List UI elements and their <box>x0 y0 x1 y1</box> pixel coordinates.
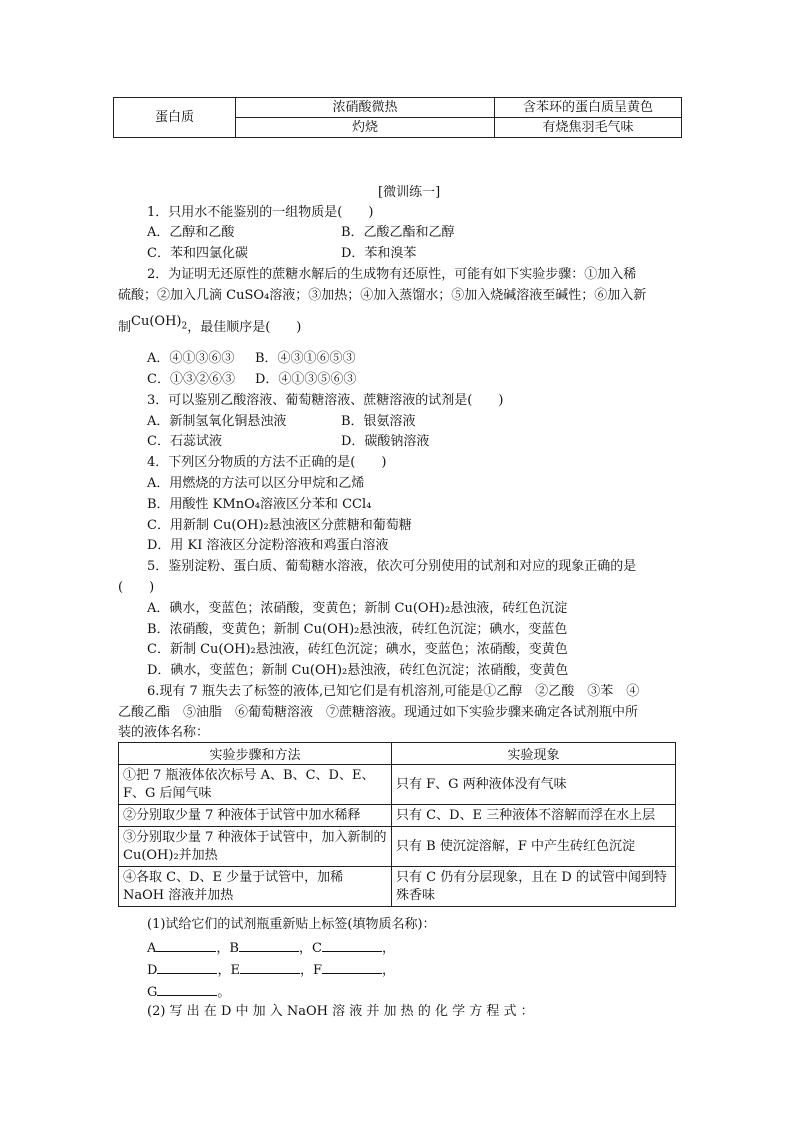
blank-f[interactable] <box>322 960 382 974</box>
table-cell-result: 只有 C、D、E 三种液体不溶解而浮在水上层 <box>392 805 676 827</box>
blank-c[interactable] <box>322 938 382 952</box>
answer-line-3: G 。 <box>147 982 230 1002</box>
q2-line3: 制$Cu(OH)_2$，最佳顺序是( ) <box>118 314 302 335</box>
blank-g[interactable] <box>157 982 217 996</box>
q5-option-c: C．新制 Cu(OH)₂悬浊液，砖红色沉淀；碘水，变蓝色；浓硝酸，变黄色 <box>147 642 568 657</box>
q2-line2: 硫酸；②加入几滴 CuSO₄溶液；③加热；④加入蒸馏水；⑤加入烧碱溶液至碱性；⑥加入新 <box>118 288 647 303</box>
q3-option-c: C．石蕊试液 <box>147 434 222 449</box>
q2-line1: 2．为证明无还原性的蔗糖水解后的生成物有还原性，可能有如下实验步骤：①加入稀 <box>147 267 637 282</box>
blank-e[interactable] <box>240 960 300 974</box>
q1-option-d: D．苯和溴苯 <box>341 246 417 261</box>
q4-option-b: B．用酸性 KMnO₄溶液区分苯和 CCl₄ <box>147 497 372 512</box>
q3-option-b: B．银氨溶液 <box>341 414 416 429</box>
q1-stem: 1．只用水不能鉴别的一组物质是( ) <box>147 205 374 220</box>
q4-option-d: D．用 KI 溶液区分淀粉溶液和鸡蛋白溶液 <box>147 538 389 553</box>
protein-test-table <box>113 97 682 138</box>
table-cell: 灼烧 <box>236 118 495 138</box>
q1-option-c: C．苯和四氯化碳 <box>147 246 248 261</box>
q4-option-c: C．用新制 Cu(OH)₂悬浊液区分蔗糖和葡萄糖 <box>147 518 412 533</box>
q5-line1: 5．鉴别淀粉、蛋白质、葡萄糖水溶液，依次可分别使用的试剂和对应的现象正确的是 <box>147 559 637 574</box>
q6-sub2: (2) 写 出 在 D 中 加 入 NaOH 溶 液 并 加 热 的 化 学 方 程 式 ： <box>147 1004 534 1019</box>
blank-b[interactable] <box>239 938 299 952</box>
q6-line1: 6.现有 7 瓶失去了标签的液体,已知它们是有机溶剂,可能是①乙醇 ②乙酸 ③苯 ④ <box>147 684 640 699</box>
q2-option-b: B．④③①⑥⑤③ <box>255 351 356 366</box>
table-cell-step: ④各取 C、D、E 少量于试管中，加稀 NaOH 溶液并加热 <box>119 867 392 907</box>
table-cell: 浓硝酸微热 <box>236 98 495 118</box>
q6-sub1: (1)试给它们的试剂瓶重新贴上标签(填物质名称)： <box>147 917 436 932</box>
q3-option-a: A．新制氢氧化铜悬浊液 <box>147 414 287 429</box>
q6-line2: 乙酸乙酯 ⑤油脂 ⑥葡萄糖溶液 ⑦蔗糖溶液。现通过如下实验步骤来确定各试剂瓶中所 <box>118 705 639 720</box>
table-row-header: 蛋白质 <box>114 98 236 138</box>
q5-option-a: A．碘水，变蓝色；浓硝酸，变黄色；新制 Cu(OH)₂悬浊液，砖红色沉淀 <box>147 601 568 616</box>
table-cell: 含苯环的蛋白质呈黄色 <box>495 98 682 118</box>
blank-d[interactable] <box>157 960 217 974</box>
table-cell-result: 只有 B 使沉淀溶解，F 中产生砖红色沉淀 <box>392 827 676 867</box>
table-cell-result: 只有 C 仍有分层现象，且在 D 的试管中闻到特殊香味 <box>392 867 676 907</box>
blank-a[interactable] <box>156 938 216 952</box>
answer-line-2: D ，E ，F ， <box>147 960 395 980</box>
q2-option-d: D．④①③⑤⑥③ <box>255 372 357 387</box>
q3-stem: 3．可以鉴别乙酸溶液、葡萄糖溶液、蔗糖溶液的试剂是( ) <box>147 393 504 408</box>
q5-line2: ( ) <box>118 580 155 595</box>
table-header: 实验步骤和方法 <box>119 743 392 765</box>
q6-line3: 装的液体名称： <box>118 725 210 740</box>
q1-option-a: A．乙醇和乙酸 <box>147 225 235 240</box>
q5-option-d: D．碘水，变蓝色；新制 Cu(OH)₂悬浊液，砖红色沉淀；浓硝酸，变黄色 <box>147 663 569 678</box>
q4-stem: 4．下列区分物质的方法不正确的是( ) <box>147 455 387 470</box>
table-cell: 有烧焦羽毛气味 <box>495 118 682 138</box>
table-cell-step: ①把 7 瓶液体依次标号 A、B、C、D、E、F、G 后闻气味 <box>119 765 392 805</box>
table-cell-step: ②分别取少量 7 种液体于试管中加水稀释 <box>119 805 392 827</box>
table-cell-result: 只有 F、G 两种液体没有气味 <box>392 765 676 805</box>
q2-option-c: C．①③②⑥③ <box>147 372 235 387</box>
experiment-table <box>118 742 676 907</box>
q3-option-d: D．碳酸钠溶液 <box>341 434 430 449</box>
q1-option-b: B．乙酸乙酯和乙醇 <box>341 225 455 240</box>
section-title: [微训练一] <box>378 185 441 200</box>
q2-option-a: A．④①③⑥③ <box>147 351 235 366</box>
q4-option-a: A．用燃烧的方法可以区分甲烷和乙烯 <box>147 476 365 491</box>
q5-option-b: B．浓硝酸，变黄色；新制 Cu(OH)₂悬浊液，砖红色沉淀；碘水，变蓝色 <box>147 622 568 637</box>
table-header: 实验现象 <box>392 743 676 765</box>
answer-line-1: A ，B ，C ， <box>147 938 395 958</box>
table-cell-step: ③分别取少量 7 种液体于试管中，加入新制的 Cu(OH)₂并加热 <box>119 827 392 867</box>
